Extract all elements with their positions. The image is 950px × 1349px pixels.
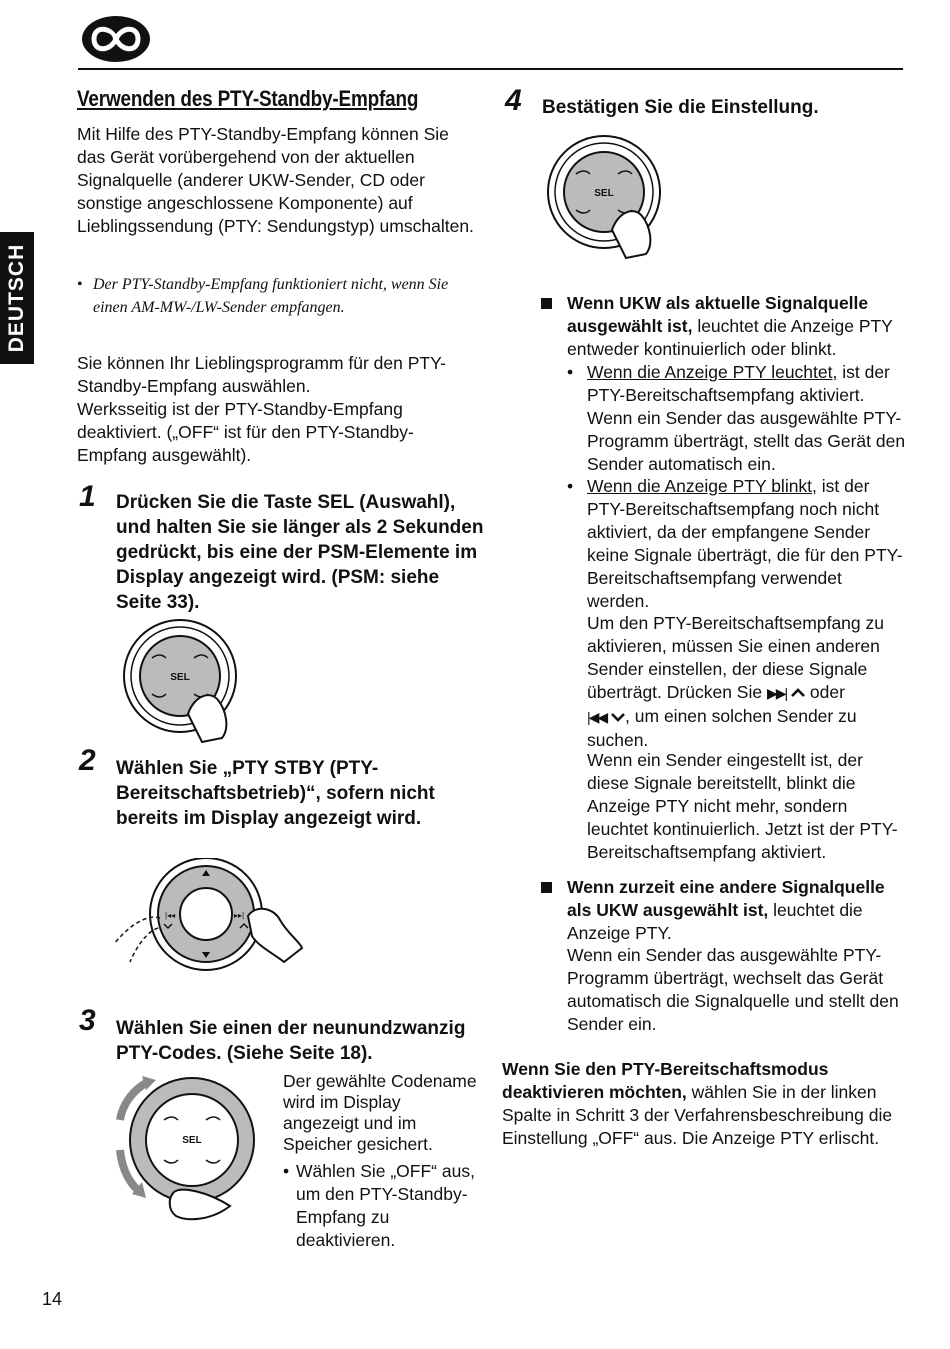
case-fm-source: Wenn UKW als aktuelle Signalquelle ausgewählt ist, leuchtet die Anzeige PTY entweder kontinuierlich oder blinkt. [541,292,903,361]
step-4-number: 4 [505,84,522,117]
square-bullet-icon [541,298,552,309]
step-3-description: Der gewählte Codename wird im Display angezeigt und im Speicher gesichert. [283,1071,477,1154]
svg-text:SEL: SEL [182,1135,202,1146]
page-number: 14 [42,1289,63,1309]
sub-pty-blink: • Wenn die Anzeige PTY blinkt, ist der PTY-Bereitschaftsempfang noch nicht aktiviert, da der empfangene Sender keine Signale überträgt, die für den PTY-Bereitschaftsempfang verwendet werden. [567,476,903,611]
case-other-source: Wenn zurzeit eine andere Signalquelle als UKW ausgewählt ist, leuchtet die Anzeige PTY. [541,876,903,945]
step-2-number: 2 [79,744,96,777]
language-tab: DEUTSCH [0,232,34,364]
step-1-number: 1 [79,480,96,513]
chevron-down-icon [611,713,625,722]
brand-logo [80,14,152,64]
svg-text:SEL: SEL [170,672,190,683]
section-title: Verwenden des PTY-Standby-Empfang [77,86,419,111]
arrow-buttons-illustration [108,858,308,978]
step-4-heading: Bestätigen Sie die Einstellung. [542,97,819,118]
step-3-note: • Wählen Sie „OFF“ aus, um den PTY-Standby-Empfang zu deaktivieren. [283,1161,475,1250]
sub-pty-blink-tuned: Wenn ein Sender eingestellt ist, der diese Signale bereitstellt, blinkt die Anzeige PTY nicht mehr, sondern leuchtet kontinuierlich. Jetzt ist der PTY-Bereitschaftsempfang aktiviert. [587,750,898,862]
step-1-heading: Drücken Sie die Taste SEL (Auswahl), und halten Sie sie länger als 2 Sekunden gedrückt, bis eine der PSM-Elemente im Display angezeigt wird. (PSM: siehe Seite 33). [116,492,484,613]
step-2-heading: Wählen Sie „PTY STBY (PTY-Bereitschaftsbetrieb)“, sofern nicht bereits im Display angezeigt wird. [116,758,435,829]
svg-text:|◂◂: |◂◂ [165,911,176,920]
case-other-source-detail: Wenn ein Sender das ausgewählte PTY-Programm überträgt, wechselt das Gerät automatisch die Signalquelle und stellt den Sender ein. [567,945,899,1034]
deactivate-paragraph: Wenn Sie den PTY-Bereitschaftsmodus deaktivieren möchten, wählen Sie in der linken Spalte in Schritt 3 der Verfahrensbeschreibung die Einstellung „OFF“ aus. Die Anzeige PTY erlischt. [502,1059,893,1148]
skip-back-icon: |◀◀ [587,709,607,725]
square-bullet-icon [541,882,552,893]
para-factory: Werksseitig ist der PTY-Standby-Empfang deaktiviert. („OFF“ ist für den PTY-Standby-Empfang ausgewählt). [77,399,414,465]
sub-pty-lit: • Wenn die Anzeige PTY leuchtet, ist der PTY-Bereitschaftsempfang aktiviert. Wenn ein Sender das ausgewählte PTY-Programm überträgt, stellt das Gerät den Sender automatisch ein. [567,362,906,474]
svg-text:▸▸|: ▸▸| [234,911,245,920]
intro-paragraph: Mit Hilfe des PTY-Standby-Empfang können Sie das Gerät vorübergehend von der aktuellen Signalquelle (anderer UKW-Sender, CD oder sonstige angeschlossene Komponente) auf Lieblingssendung (PTY: Sendungstyp) umschalten. [77,124,474,236]
sel-button-illustration-2 [542,134,670,262]
skip-forward-icon: ▶▶| [766,685,787,701]
header-rule [78,68,903,70]
sub-pty-blink-activate: Um den PTY-Bereitschaftsempfang zu aktivieren, müssen Sie einen anderen Sender einstellen, der diese Signale überträgt. Drücken Sie ▶▶| oder |◀◀ , um einen solchen Sender zu suchen. [587,613,884,750]
para-favourite: Sie können Ihr Lieblingsprogramm für den PTY-Standby-Empfang auswählen. [77,353,446,396]
chevron-up-icon [791,689,805,698]
step-3-heading: Wählen Sie einen der neunundzwanzig PTY-Codes. (Siehe Seite 18). [116,1018,466,1064]
sel-button-illustration-1 [118,618,246,746]
rotary-knob-illustration [112,1070,280,1226]
svg-text:SEL: SEL [594,188,614,199]
step-3-number: 3 [79,1004,96,1037]
note-item: • Der PTY-Standby-Empfang funktioniert nicht, wenn Sie einen AM-MW-/LW-Sender empfangen. [77,276,449,316]
